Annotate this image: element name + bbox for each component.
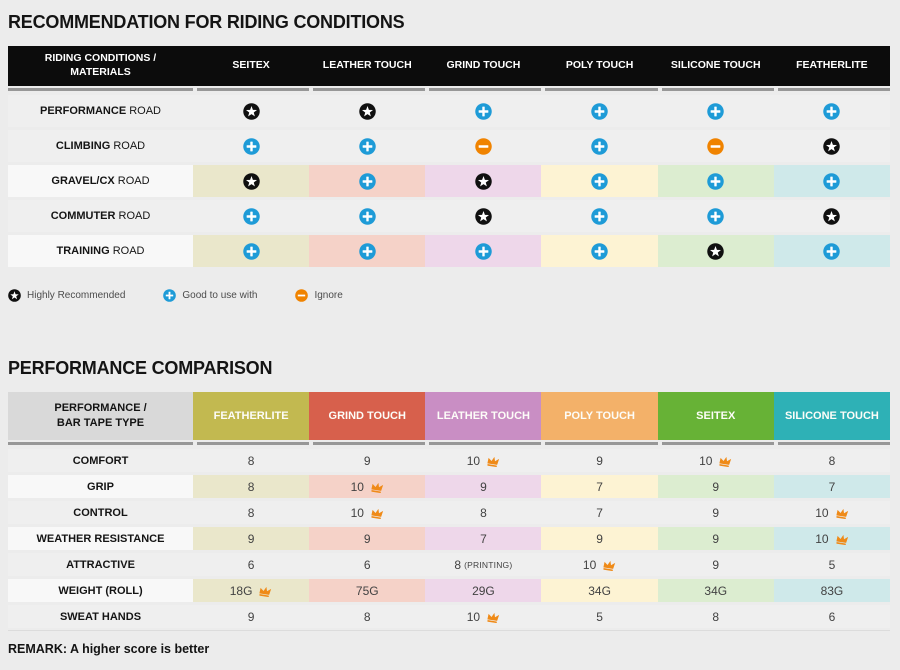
legend-label: Good to use with bbox=[182, 290, 258, 301]
divider-segment bbox=[8, 88, 193, 91]
column-header: GRIND TOUCH bbox=[309, 392, 425, 440]
score-value: 8 bbox=[363, 609, 371, 624]
plus-icon bbox=[163, 289, 176, 302]
score-value: 10 bbox=[815, 505, 829, 520]
rating-cell bbox=[774, 95, 890, 127]
score-cell bbox=[193, 605, 309, 628]
score-cell bbox=[309, 449, 425, 472]
score-value: 9 bbox=[363, 531, 371, 546]
corner-header-line2: BAR TAPE TYPE bbox=[56, 417, 145, 429]
score-value: 29G bbox=[472, 583, 495, 598]
row-label: COMFORT bbox=[8, 449, 193, 472]
plus-icon bbox=[707, 208, 724, 225]
legend-label: Highly Recommended bbox=[27, 290, 126, 301]
rating-cell bbox=[658, 235, 774, 267]
rating-cell bbox=[541, 165, 657, 197]
condition-suffix: ROAD bbox=[126, 105, 161, 117]
plus-icon bbox=[243, 138, 260, 155]
plus-icon bbox=[359, 243, 376, 260]
score-value: 5 bbox=[596, 609, 603, 624]
score-cell bbox=[658, 605, 774, 628]
column-header: SEITEX bbox=[232, 59, 270, 72]
score-cell bbox=[658, 449, 774, 472]
score-value: 83G bbox=[820, 583, 844, 598]
score-value: 9 bbox=[596, 531, 603, 546]
score-value: 75G bbox=[355, 583, 379, 598]
crown-icon bbox=[484, 609, 501, 623]
condition-suffix: ROAD bbox=[114, 175, 150, 187]
score-value: 5 bbox=[828, 557, 836, 572]
rating-cell bbox=[425, 130, 541, 162]
score-cell bbox=[193, 449, 309, 472]
rating-cell bbox=[774, 235, 890, 267]
plus-icon bbox=[823, 173, 840, 190]
rating-cell bbox=[658, 165, 774, 197]
table-row bbox=[8, 165, 890, 197]
table-row bbox=[8, 235, 890, 267]
row-label: WEATHER RESISTANCE bbox=[8, 527, 193, 550]
divider-segment bbox=[778, 442, 890, 445]
rating-cell bbox=[425, 95, 541, 127]
score-value: 9 bbox=[363, 453, 371, 468]
score-value: 18G bbox=[229, 583, 253, 598]
row-label: GRIP bbox=[8, 475, 193, 498]
legend-item bbox=[8, 289, 125, 302]
table-row bbox=[8, 579, 890, 602]
star-icon bbox=[243, 173, 260, 190]
table-row bbox=[8, 449, 890, 472]
score-value: 9 bbox=[712, 531, 720, 546]
score-cell bbox=[541, 501, 657, 524]
score-cell bbox=[541, 553, 657, 576]
rating-cell bbox=[658, 95, 774, 127]
rating-cell bbox=[658, 200, 774, 232]
crown-icon bbox=[833, 505, 850, 519]
score-value: 9 bbox=[247, 609, 255, 624]
riding-table-body bbox=[8, 95, 890, 267]
rating-cell bbox=[774, 200, 890, 232]
score-value: 10 bbox=[699, 453, 713, 468]
divider-segment bbox=[545, 442, 657, 445]
plus-icon bbox=[591, 138, 608, 155]
table-row bbox=[8, 130, 890, 162]
row-label: ATTRACTIVE bbox=[8, 553, 193, 576]
score-cell bbox=[774, 501, 890, 524]
plus-icon bbox=[243, 208, 260, 225]
star-icon bbox=[359, 103, 376, 120]
corner-header-line2: MATERIALS bbox=[70, 66, 131, 78]
score-value: 10 bbox=[582, 557, 597, 572]
column-header: LEATHER TOUCH bbox=[322, 59, 412, 72]
divider-segment bbox=[313, 442, 425, 445]
score-value: 10 bbox=[466, 609, 481, 624]
score-cell bbox=[541, 527, 657, 550]
score-cell bbox=[541, 449, 657, 472]
score-value: 7 bbox=[828, 479, 836, 494]
score-value: 8 bbox=[247, 479, 255, 494]
score-value: 8 bbox=[480, 505, 487, 520]
table-row bbox=[8, 527, 890, 550]
riding-table-header-row bbox=[8, 46, 890, 86]
header-divider bbox=[8, 442, 890, 445]
plus-icon bbox=[707, 173, 724, 190]
column-header: SEITEX bbox=[658, 392, 774, 440]
performance-title: PERFORMANCE COMPARISON bbox=[8, 358, 273, 378]
plus-icon bbox=[475, 103, 492, 120]
score-value: 7 bbox=[596, 505, 603, 520]
divider-segment bbox=[429, 88, 541, 91]
column-header: POLY TOUCH bbox=[541, 392, 657, 440]
condition-name: GRAVEL/CX bbox=[51, 175, 115, 187]
row-label: SWEAT HANDS bbox=[8, 605, 193, 628]
rating-cell bbox=[774, 130, 890, 162]
column-header: POLY TOUCH bbox=[565, 59, 634, 72]
rating-cell bbox=[425, 200, 541, 232]
score-value: 8 bbox=[828, 453, 836, 468]
score-cell bbox=[193, 475, 309, 498]
star-icon bbox=[475, 208, 492, 225]
corner-header bbox=[8, 46, 193, 86]
divider-segment bbox=[313, 88, 425, 91]
rating-cell bbox=[193, 130, 309, 162]
table-row bbox=[8, 475, 890, 498]
condition-suffix: ROAD bbox=[110, 140, 146, 152]
rating-cell bbox=[193, 235, 309, 267]
score-cell bbox=[541, 605, 657, 628]
divider-segment bbox=[778, 88, 890, 91]
score-value: 34G bbox=[704, 583, 728, 598]
minus-icon bbox=[707, 138, 724, 155]
score-value: 7 bbox=[480, 531, 487, 546]
star-icon bbox=[8, 289, 21, 302]
score-cell bbox=[425, 553, 541, 576]
score-value: 8 bbox=[712, 609, 720, 624]
condition-name: TRAINING bbox=[56, 245, 110, 257]
header-divider bbox=[8, 88, 890, 91]
score-value: 10 bbox=[350, 505, 364, 520]
performance-table-header-row bbox=[8, 392, 890, 440]
score-cell bbox=[309, 579, 425, 602]
score-value: 8 bbox=[454, 557, 462, 572]
score-cell bbox=[658, 501, 774, 524]
star-icon bbox=[707, 243, 724, 260]
riding-conditions-table bbox=[8, 46, 890, 267]
performance-table-body bbox=[8, 449, 890, 631]
rating-cell bbox=[541, 200, 657, 232]
score-cell bbox=[774, 579, 890, 602]
score-cell bbox=[774, 527, 890, 550]
score-cell bbox=[309, 553, 425, 576]
corner-header-line1: RIDING CONDITIONS / bbox=[44, 52, 157, 65]
rating-cell bbox=[309, 165, 425, 197]
score-cell bbox=[193, 501, 309, 524]
plus-icon bbox=[707, 103, 724, 120]
row-label bbox=[8, 130, 193, 162]
condition-suffix: ROAD bbox=[115, 210, 151, 222]
plus-icon bbox=[823, 103, 840, 120]
divider-segment bbox=[197, 442, 309, 445]
score-cell bbox=[193, 579, 309, 602]
recommendation-title: RECOMMENDATION FOR RIDING CONDITIONS bbox=[8, 12, 405, 32]
score-value: 6 bbox=[247, 557, 255, 572]
crown-icon bbox=[368, 479, 385, 493]
score-value: 8 bbox=[247, 453, 255, 468]
score-value: 9 bbox=[480, 479, 487, 494]
score-cell bbox=[658, 553, 774, 576]
rating-cell bbox=[541, 235, 657, 267]
divider-segment bbox=[8, 442, 193, 445]
rating-cell bbox=[425, 235, 541, 267]
row-label: CONTROL bbox=[8, 501, 193, 524]
minus-icon bbox=[295, 289, 308, 302]
score-cell bbox=[541, 579, 657, 602]
star-icon bbox=[243, 103, 260, 120]
score-cell bbox=[774, 475, 890, 498]
row-label bbox=[8, 235, 193, 267]
score-cell bbox=[541, 475, 657, 498]
score-suffix: (PRINTING) bbox=[464, 559, 513, 570]
divider-segment bbox=[662, 442, 774, 445]
crown-icon bbox=[717, 453, 734, 467]
score-cell bbox=[425, 501, 541, 524]
score-cell bbox=[425, 449, 541, 472]
plus-icon bbox=[359, 208, 376, 225]
rating-cell bbox=[658, 130, 774, 162]
score-cell bbox=[309, 605, 425, 628]
score-cell bbox=[774, 553, 890, 576]
divider-segment bbox=[429, 442, 541, 445]
score-cell bbox=[774, 605, 890, 628]
plus-icon bbox=[591, 173, 608, 190]
column-header: FEATHERLITE bbox=[796, 59, 868, 72]
column-header: LEATHER TOUCH bbox=[425, 392, 541, 440]
star-icon bbox=[475, 173, 492, 190]
legend-item bbox=[163, 289, 257, 302]
score-value: 9 bbox=[712, 557, 720, 572]
plus-icon bbox=[359, 138, 376, 155]
table-row bbox=[8, 200, 890, 232]
plus-icon bbox=[591, 103, 608, 120]
score-value: 10 bbox=[815, 531, 829, 546]
divider-segment bbox=[197, 88, 309, 91]
rating-cell bbox=[193, 165, 309, 197]
table-row bbox=[8, 501, 890, 524]
crown-icon bbox=[368, 505, 385, 519]
rating-cell bbox=[425, 165, 541, 197]
rating-cell bbox=[541, 95, 657, 127]
score-value: 9 bbox=[247, 531, 255, 546]
rating-cell bbox=[309, 200, 425, 232]
score-value: 8 bbox=[247, 505, 255, 520]
rating-cell bbox=[309, 130, 425, 162]
condition-name: CLIMBING bbox=[55, 140, 111, 152]
row-label bbox=[8, 200, 193, 232]
score-cell bbox=[425, 475, 541, 498]
score-value: 6 bbox=[363, 557, 371, 572]
table-row bbox=[8, 95, 890, 127]
column-header: SILICONE TOUCH bbox=[670, 59, 761, 72]
legend-item bbox=[295, 289, 342, 302]
crown-icon bbox=[600, 557, 617, 571]
score-cell bbox=[193, 553, 309, 576]
rating-cell bbox=[774, 165, 890, 197]
corner-header-line1: PERFORMANCE / bbox=[54, 402, 147, 415]
rating-cell bbox=[193, 200, 309, 232]
table-row bbox=[8, 605, 890, 628]
rating-cell bbox=[193, 95, 309, 127]
score-cell bbox=[193, 527, 309, 550]
score-cell bbox=[658, 527, 774, 550]
column-header: FEATHERLITE bbox=[193, 392, 309, 440]
condition-name: PERFORMANCE bbox=[39, 105, 127, 117]
star-icon bbox=[823, 208, 840, 225]
crown-icon bbox=[257, 583, 274, 597]
score-value: 34G bbox=[588, 583, 611, 598]
score-value: 6 bbox=[828, 609, 836, 624]
crown-icon bbox=[833, 531, 850, 545]
column-header: SILICONE TOUCH bbox=[774, 392, 890, 440]
rating-cell bbox=[309, 235, 425, 267]
corner-header bbox=[8, 392, 193, 440]
score-cell bbox=[774, 449, 890, 472]
divider-segment bbox=[662, 88, 774, 91]
row-label bbox=[8, 95, 193, 127]
score-value: 9 bbox=[596, 453, 603, 468]
minus-icon bbox=[475, 138, 492, 155]
condition-suffix: ROAD bbox=[109, 245, 145, 257]
plus-icon bbox=[475, 243, 492, 260]
score-value: 9 bbox=[712, 505, 720, 520]
rating-legend bbox=[8, 289, 890, 302]
divider-segment bbox=[545, 88, 657, 91]
condition-name: COMMUTER bbox=[50, 210, 116, 222]
column-header: GRIND TOUCH bbox=[446, 59, 521, 72]
score-cell bbox=[658, 475, 774, 498]
star-icon bbox=[823, 138, 840, 155]
score-value: 10 bbox=[466, 453, 481, 468]
table-row bbox=[8, 553, 890, 576]
score-cell bbox=[309, 475, 425, 498]
score-cell bbox=[658, 579, 774, 602]
rating-cell bbox=[309, 95, 425, 127]
score-cell bbox=[309, 527, 425, 550]
rating-cell bbox=[541, 130, 657, 162]
remark-text: REMARK: A higher score is better bbox=[8, 642, 210, 656]
row-label bbox=[8, 165, 193, 197]
score-value: 7 bbox=[596, 479, 603, 494]
row-label: WEIGHT (ROLL) bbox=[8, 579, 193, 602]
score-value: 10 bbox=[350, 479, 364, 494]
score-cell bbox=[425, 527, 541, 550]
score-value: 9 bbox=[712, 479, 720, 494]
score-cell bbox=[309, 501, 425, 524]
plus-icon bbox=[591, 243, 608, 260]
legend-label: Ignore bbox=[314, 290, 343, 301]
score-cell bbox=[425, 605, 541, 628]
plus-icon bbox=[243, 243, 260, 260]
score-cell bbox=[425, 579, 541, 602]
crown-icon bbox=[484, 453, 501, 467]
plus-icon bbox=[359, 173, 376, 190]
plus-icon bbox=[823, 243, 840, 260]
performance-table bbox=[8, 392, 890, 631]
plus-icon bbox=[591, 208, 608, 225]
